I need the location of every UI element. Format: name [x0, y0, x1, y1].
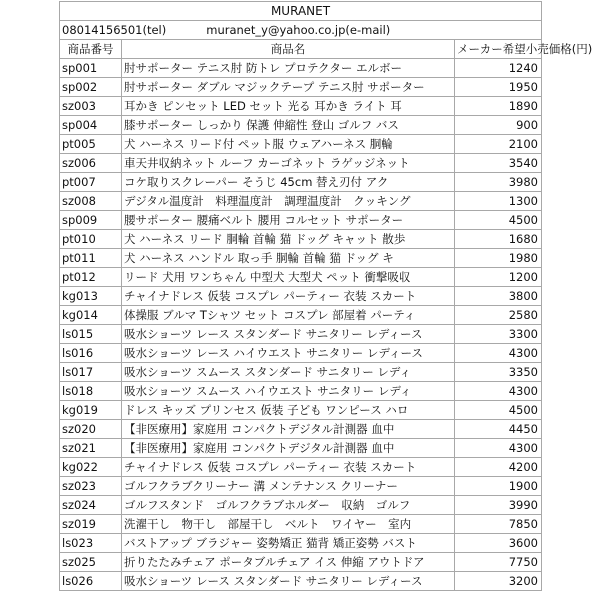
table-row: [60, 344, 542, 363]
table-row: [60, 249, 542, 268]
product-code-cell: ls018: [60, 382, 122, 401]
product-name-cell: ゴルフスタンド ゴルフクラブホルダー 収納 ゴルフ: [122, 496, 455, 515]
product-name-cell: デジタル温度計 料理温度計 調理温度計 クッキング: [122, 192, 455, 211]
table-row: [60, 135, 542, 154]
product-name-cell: 車天井収納ネット ルーフ カーゴネット ラゲッジネット: [122, 154, 455, 173]
table-row: [60, 515, 542, 534]
product-code-cell: sz006: [60, 154, 122, 173]
product-code-cell: kg022: [60, 458, 122, 477]
product-name-cell: 洗濯干し 物干し 部屋干し ベルト ワイヤー 室内: [122, 515, 455, 534]
table-row: [60, 363, 542, 382]
price-cell: 1900: [455, 477, 542, 496]
product-code-cell: pt007: [60, 173, 122, 192]
product-name-cell: 犬 ハーネス リード付 ペット服 ウェアハーネス 胴輪: [122, 135, 455, 154]
table-row: [60, 382, 542, 401]
header-row: [60, 40, 542, 59]
price-cell: 2580: [455, 306, 542, 325]
price-cell: 3600: [455, 534, 542, 553]
product-sheet: [59, 1, 593, 591]
price-cell: 4300: [455, 439, 542, 458]
product-name-cell: 肘サポーター テニス肘 防トレ プロテクター エルボー: [122, 59, 455, 78]
table-row: [60, 116, 542, 135]
header-price: メーカー希望小売価格(円): [455, 40, 542, 59]
product-code-cell: kg014: [60, 306, 122, 325]
header-code: 商品番号: [60, 40, 122, 59]
contact-row: [60, 21, 542, 40]
table-row: [60, 439, 542, 458]
price-cell: 3200: [455, 572, 542, 591]
product-name-cell: 吸水ショーツ レース スタンダード サニタリー レディース: [122, 572, 455, 591]
product-name-cell: 吸水ショーツ レース スタンダード サニタリー レディース: [122, 325, 455, 344]
product-name-cell: 折りたたみチェア ポータブルチェア イス 伸縮 アウトドア: [122, 553, 455, 572]
table-row: [60, 496, 542, 515]
price-cell: 1300: [455, 192, 542, 211]
product-code-cell: sp002: [60, 78, 122, 97]
sheet-title: MURANET: [60, 2, 542, 21]
price-cell: 3980: [455, 173, 542, 192]
table-row: [60, 572, 542, 591]
table-row: [60, 287, 542, 306]
product-name-cell: 腰サポーター 腰痛ベルト 腰用 コルセット サポーター: [122, 211, 455, 230]
product-name-cell: 犬 ハーネス ハンドル 取っ手 胴輪 首輪 猫 ドッグ キ: [122, 249, 455, 268]
table-row: [60, 553, 542, 572]
price-cell: 1240: [455, 59, 542, 78]
contact-cell: [60, 21, 542, 40]
price-cell: 7750: [455, 553, 542, 572]
table-row: [60, 192, 542, 211]
price-cell: 2100: [455, 135, 542, 154]
product-code-cell: kg013: [60, 287, 122, 306]
tel-text: 08014156501(tel): [62, 23, 167, 37]
product-code-cell: sz024: [60, 496, 122, 515]
product-table: [59, 1, 593, 591]
email-text: muranet_y@yahoo.co.jp(e-mail): [206, 23, 391, 37]
product-name-cell: 吸水ショーツ スムース スタンダード サニタリー レディ: [122, 363, 455, 382]
product-code-cell: sp009: [60, 211, 122, 230]
table-row: [60, 173, 542, 192]
product-name-cell: チャイナドレス 仮装 コスプレ パーティー 衣装 スカート: [122, 287, 455, 306]
price-cell: 7850: [455, 515, 542, 534]
product-code-cell: ls017: [60, 363, 122, 382]
product-name-cell: 耳かき ピンセット LED セット 光る 耳かき ライト 耳: [122, 97, 455, 116]
price-cell: 4500: [455, 401, 542, 420]
price-cell: 3350: [455, 363, 542, 382]
table-row: [60, 154, 542, 173]
product-name-cell: 吸水ショーツ スムース ハイウエスト サニタリー レディ: [122, 382, 455, 401]
price-cell: 3990: [455, 496, 542, 515]
product-code-cell: ls015: [60, 325, 122, 344]
table-row: [60, 306, 542, 325]
product-code-cell: kg019: [60, 401, 122, 420]
price-cell: 4500: [455, 211, 542, 230]
product-name-cell: ゴルフクラブクリーナー 溝 メンテナンス クリーナー: [122, 477, 455, 496]
product-name-cell: 犬 ハーネス リード 胴輪 首輪 猫 ドッグ キャット 散歩: [122, 230, 455, 249]
product-code-cell: sz021: [60, 439, 122, 458]
table-row: [60, 477, 542, 496]
product-name-cell: チャイナドレス 仮装 コスプレ パーティー 衣装 スカート: [122, 458, 455, 477]
price-cell: 4300: [455, 344, 542, 363]
product-code-cell: sp004: [60, 116, 122, 135]
product-name-cell: 吸水ショーツ レース ハイウエスト サニタリー レディース: [122, 344, 455, 363]
product-name-cell: 膝サポーター しっかり 保護 伸縮性 登山 ゴルフ バス: [122, 116, 455, 135]
price-cell: 3300: [455, 325, 542, 344]
product-code-cell: ls026: [60, 572, 122, 591]
price-cell: 900: [455, 116, 542, 135]
product-name-cell: 体操服 ブルマ Tシャツ セット コスプレ 部屋着 パーティ: [122, 306, 455, 325]
product-name-cell: リード 犬用 ワンちゃん 中型犬 大型犬 ペット 衝撃吸収: [122, 268, 455, 287]
product-code-cell: sz020: [60, 420, 122, 439]
table-row: [60, 534, 542, 553]
product-code-cell: sz025: [60, 553, 122, 572]
price-cell: 4200: [455, 458, 542, 477]
product-code-cell: ls023: [60, 534, 122, 553]
product-name-cell: 【非医療用】家庭用 コンパクトデジタル計測器 血中: [122, 420, 455, 439]
product-code-cell: pt010: [60, 230, 122, 249]
product-name-cell: 肘サポーター ダブル マジックテープ テニス肘 サポーター: [122, 78, 455, 97]
price-cell: 1980: [455, 249, 542, 268]
table-row: [60, 458, 542, 477]
price-cell: 4450: [455, 420, 542, 439]
product-code-cell: sp001: [60, 59, 122, 78]
product-code-cell: sz008: [60, 192, 122, 211]
price-cell: 1890: [455, 97, 542, 116]
table-row: [60, 59, 542, 78]
product-code-cell: pt005: [60, 135, 122, 154]
price-cell: 3540: [455, 154, 542, 173]
product-code-cell: pt011: [60, 249, 122, 268]
product-name-cell: ドレス キッズ プリンセス 仮装 子ども ワンピース ハロ: [122, 401, 455, 420]
product-code-cell: sz023: [60, 477, 122, 496]
product-code-cell: ls016: [60, 344, 122, 363]
price-cell: 3800: [455, 287, 542, 306]
price-cell: 4300: [455, 382, 542, 401]
table-row: [60, 420, 542, 439]
price-cell: 1680: [455, 230, 542, 249]
product-code-cell: sz019: [60, 515, 122, 534]
table-row: [60, 78, 542, 97]
table-row: [60, 325, 542, 344]
price-cell: 1200: [455, 268, 542, 287]
table-row: [60, 211, 542, 230]
product-name-cell: バストアップ ブラジャー 姿勢矯正 猫背 矯正姿勢 バスト: [122, 534, 455, 553]
table-row: [60, 401, 542, 420]
header-name: 商品名: [122, 40, 455, 59]
product-name-cell: コケ取りスクレーパー そうじ 45cm 替え刃付 アク: [122, 173, 455, 192]
table-row: [60, 97, 542, 116]
table-row: [60, 230, 542, 249]
product-code-cell: pt012: [60, 268, 122, 287]
price-cell: 1950: [455, 78, 542, 97]
title-row: [60, 2, 542, 21]
product-code-cell: sz003: [60, 97, 122, 116]
table-row: [60, 268, 542, 287]
product-name-cell: 【非医療用】家庭用 コンパクトデジタル計測器 血中: [122, 439, 455, 458]
